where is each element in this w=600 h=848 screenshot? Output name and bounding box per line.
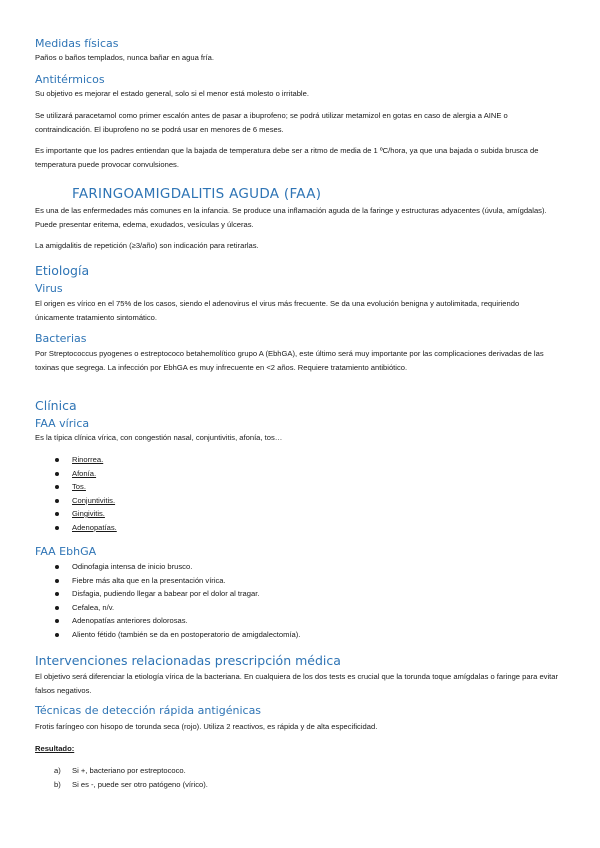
list-item: Afonía. — [35, 467, 560, 481]
list-item: a) Si +, bacteriano por estreptococo. — [35, 764, 560, 778]
list-item: Gingivitis. — [35, 507, 560, 521]
section-title-faa: FARINGOAMIGDALITIS AGUDA (FAA) — [72, 186, 322, 202]
list-item: Adenopatías. — [35, 521, 560, 535]
paragraph-tecnicas: Frotis faríngeo con hisopo de torunda seca (rojo). Utiliza 2 reactivos, es rápida y de alta especificidad. — [35, 722, 378, 731]
list-item: Conjuntivitis. — [35, 494, 560, 508]
heading-virus: Virus — [35, 282, 63, 295]
paragraph-faa-virica: Es la típica clínica vírica, con congestión nasal, conjuntivitis, afonía, tos… — [35, 433, 283, 442]
heading-clinica: Clínica — [35, 398, 77, 413]
label-resultado: Resultado: — [35, 744, 75, 753]
paragraph-amigdalitis-repeticion: La amigdalitis de repetición (≥3/año) son indicación para retirarlas. — [35, 241, 259, 250]
list-item: Aliento fétido (también se da en postoperatorio de amigdalectomía). — [35, 628, 560, 642]
heading-faa-ebhga: FAA EbhGA — [35, 545, 97, 558]
heading-intervenciones: Intervenciones relacionadas prescripción médica — [35, 653, 341, 668]
list-item: Adenopatías anteriores dolorosas. — [35, 614, 560, 628]
list-virica-symptoms — [35, 453, 560, 534]
list-item: Cefalea, n/v. — [35, 601, 560, 615]
paragraph-intervenciones: El objetivo será diferenciar la etiología vírica de la bacteriana. En cualquiera de los dos tests es crucial que la torunda toque amígdalas o faringe para evitar falsos negativos. — [35, 672, 559, 695]
heading-tecnicas-deteccion: Técnicas de detección rápida antigénicas — [35, 704, 262, 717]
list-item: Disfagia, pudiendo llegar a babear por el dolor al tragar. — [35, 587, 560, 601]
list-item: Rinorrea. — [35, 453, 560, 467]
list-marker: a) — [54, 766, 61, 775]
list-ebhga-symptoms — [35, 560, 560, 641]
list-item: Tos. — [35, 480, 560, 494]
list-item: b) Si es -, puede ser otro patógeno (vírico). — [35, 778, 560, 792]
heading-medidas-fisicas: Medidas físicas — [35, 37, 119, 50]
heading-etiologia: Etiología — [35, 263, 90, 278]
list-item: Odinofagia intensa de inicio brusco. — [35, 560, 560, 574]
paragraph-antitermicos-objetivo: Su objetivo es mejorar el estado general, solo si el menor está molesto o irritable. — [35, 89, 309, 98]
list-item: Fiebre más alta que en la presentación vírica. — [35, 574, 560, 588]
paragraph-bajada-temperatura: Es importante que los padres entiendan que la bajada de temperatura debe ser a ritmo de media de 1 ºC/hora, ya que una bajada o subida brusca de temperatura puede provocar convulsiones. — [35, 146, 539, 169]
heading-antitermicos: Antitérmicos — [35, 73, 105, 86]
heading-bacterias: Bacterias — [35, 332, 87, 345]
paragraph-paracetamol: Se utilizará paracetamol como primer escalón antes de pasar a ibuprofeno; se podrá utilizar metamizol en gotas en caso de alergia a AINE o contraindicación. El ibuprofeno no se podrá usar en menores de 6 meses. — [35, 111, 508, 134]
paragraph-bacterias: Por Streptococcus pyogenes o estreptococo betahemolítico grupo A (EbhGA), este último será muy importante por las complicaciones derivadas de las toxinas que segrega. La infección por EbhGA es muy infrecuente en <2 años. Requiere tratamiento antibiótico. — [35, 349, 544, 372]
heading-faa-virica: FAA vírica — [35, 417, 90, 430]
paragraph-faa-intro: Es una de las enfermedades más comunes en la infancia. Se produce una inflamación aguda de la faringe y estructuras adyacentes (úvula, amígdalas). Puede presentar eritema, edema, exudados, vesículas y úlceras. — [35, 206, 547, 229]
paragraph-medidas-fisicas: Paños o baños templados, nunca bañar en agua fría. — [35, 53, 215, 62]
list-resultado — [35, 764, 560, 791]
list-marker: b) — [54, 779, 61, 789]
paragraph-virus: El origen es vírico en el 75% de los casos, siendo el adenovirus el virus más frecuente. Se da una evolución benigna y autolimitada, requiriendo únicamente tratamiento sintomático. — [35, 299, 520, 322]
